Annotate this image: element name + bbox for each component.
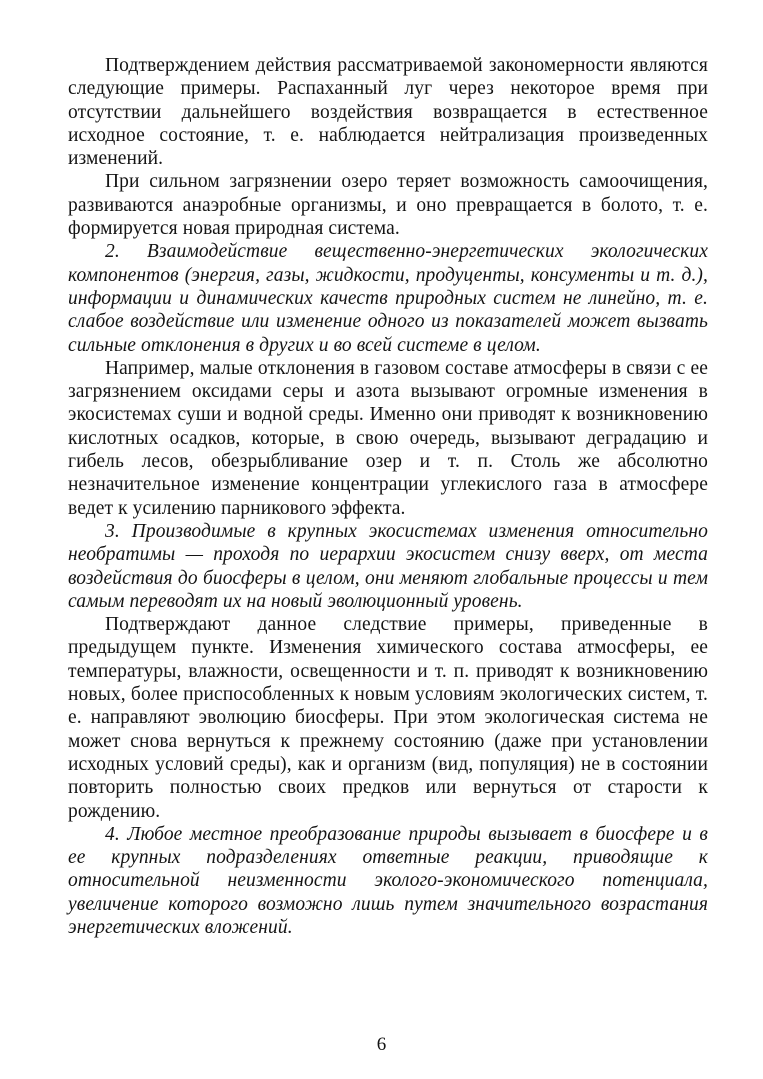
paragraph-3-thesis-2: 2. Взаимодействие вещественно-энергетических экологических компонентов (энергия, газы, жидкости, продуценты, консументы и т. д.), информации и динамических качеств природных систем не линейно, т. е. слабое воздействие или изменение одного из показателей может вызвать сильные отклонения в других и во всей системе в целом. <box>68 241 708 356</box>
page-number: 6 <box>376 1034 387 1055</box>
paragraph-4: Например, малые отклонения в газовом составе атмосферы в связи с ее загрязнением оксидами серы и азота вызывают огромные изменения в экосистемах суши и водной среды. Именно они приводят к возникновению кислотных осадков, которые, в свою очередь, вызывают деградацию и гибель лесов, обезрыбливание озер и т. п. Столь же абсолютно незначительное изменение концентрации углекислого газа в атмосфере ведет к усилению парникового эффекта. <box>68 357 708 519</box>
paragraph-5-thesis-3: 3. Производимые в крупных экосистемах изменения относительно необратимы — проходя по иерархии экосистем снизу вверх, от места воздействия до биосферы в целом, они меняют глобальные процессы и тем самым переводят их на новый эволюционный уровень. <box>68 520 708 612</box>
body-text <box>68 54 708 939</box>
paragraph-6: Подтверждают данное следствие примеры, приведенные в предыдущем пункте. Изменения химического состава атмосферы, ее температуры, влажности, освещенности и т. п. приводят к возникновению новых, более приспособленных к новым условиям экологических систем, т. е. направляют эволюцию биосферы. При этом экологическая система не может снова вернуться к прежнему состоянию (даже при установлении исходных условий среды), как и организм (вид, популяция) не в состоянии повторить полностью своих предков или вернуться от старости к рождению. <box>68 614 708 822</box>
paragraph-7-thesis-4: 4. Любое местное преобразование природы вызывает в биосфере и в ее крупных подразделениях ответные реакции, приводящие к относительной неизменности эколого-экономического потенциала, увеличение которого возможно лишь путем значительного возрастания энергетических вложений. <box>68 823 708 938</box>
paragraph-2: При сильном загрязнении озеро теряет возможность самоочищения, развиваются анаэробные организмы, и оно превращается в болото, т. е. формируется новая природная система. <box>68 171 708 240</box>
paragraph-1: Подтверждением действия рассматриваемой закономерности являются следующие примеры. Распаханный луг через некоторое время при отсутствии дальнейшего воздействия возвращается в естественное исходное состояние, т. е. наблюдается нейтрализация произведенных изменений. <box>68 55 708 170</box>
